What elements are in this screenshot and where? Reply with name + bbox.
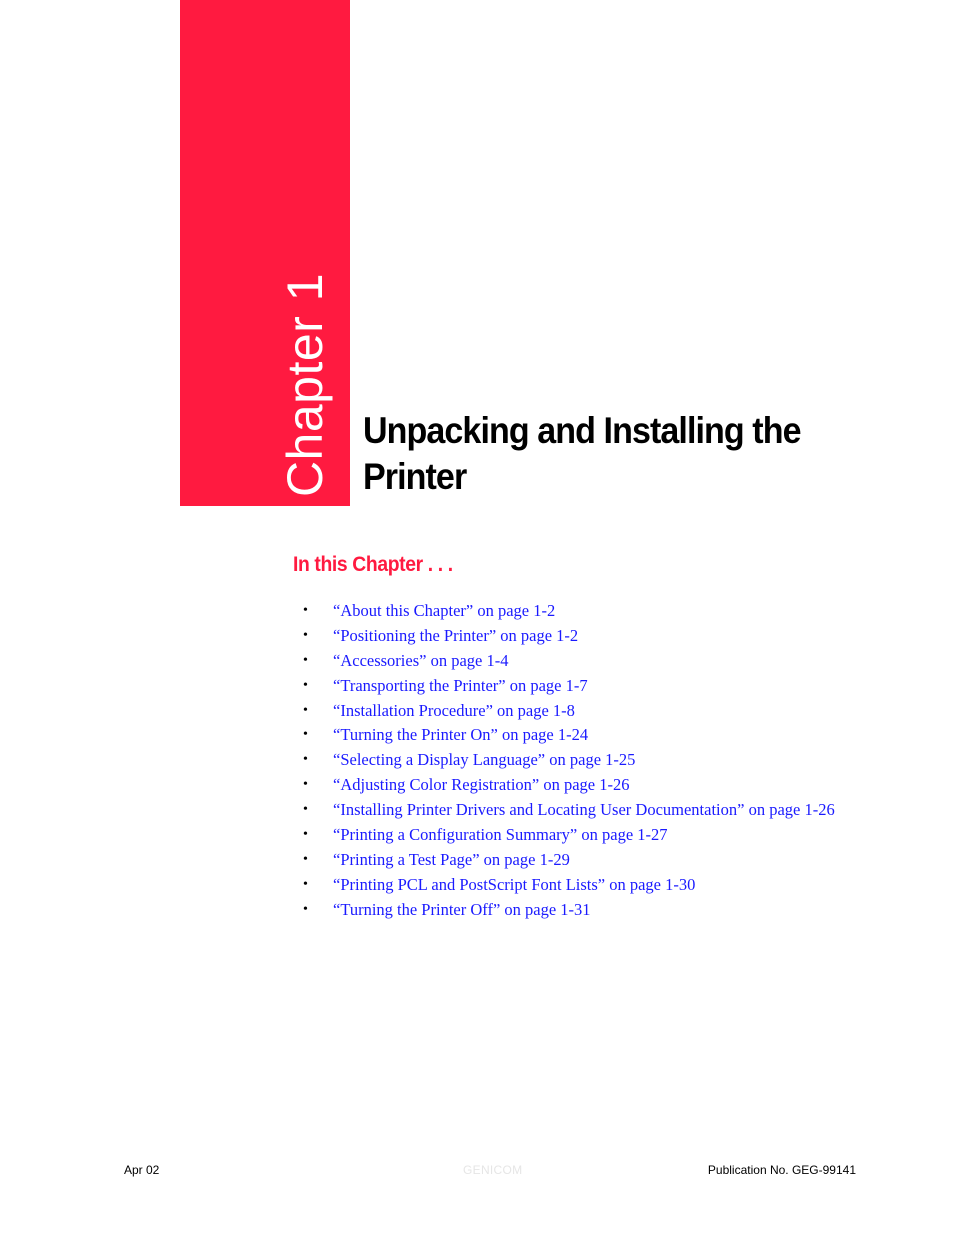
toc-link-transporting-the-printer[interactable]: “Transporting the Printer” on page 1-7: [333, 675, 588, 695]
bullet-icon: •: [303, 652, 308, 668]
toc-item: [303, 723, 835, 748]
chapter-title: Unpacking and Installing the Printer: [363, 410, 801, 497]
bullet-icon: •: [303, 702, 308, 718]
toc-link-installation-procedure[interactable]: “Installation Procedure” on page 1-8: [333, 700, 575, 720]
footer-publication-number: Publication No. GEG-99141: [707, 1163, 856, 1177]
toc-link-turning-the-printer-off[interactable]: “Turning the Printer Off” on page 1-31: [333, 899, 591, 919]
bullet-icon: •: [303, 627, 308, 643]
toc-item: [303, 823, 835, 848]
toc-item: [303, 599, 835, 624]
toc-link-installing-printer-drivers[interactable]: “Installing Printer Drivers and Locating User Documentation” on page 1-26: [333, 800, 835, 820]
toc-link-turning-the-printer-on[interactable]: “Turning the Printer On” on page 1-24: [333, 725, 589, 745]
toc-link-printing-font-lists[interactable]: “Printing PCL and PostScript Font Lists” on page 1-30: [333, 874, 696, 894]
bullet-icon: •: [303, 901, 308, 917]
chapter-label: Chapter 1: [277, 272, 333, 498]
toc-item: [303, 674, 835, 699]
bullet-icon: •: [303, 727, 308, 743]
toc-link-accessories[interactable]: “Accessories” on page 1-4: [333, 650, 509, 670]
footer-watermark: GENICOM: [463, 1163, 523, 1177]
footer-date: Apr 02: [124, 1163, 160, 1177]
bullet-icon: •: [303, 827, 308, 843]
toc-item: [303, 748, 835, 773]
bullet-icon: •: [303, 777, 308, 793]
bullet-icon: •: [303, 802, 308, 818]
toc-item: [303, 624, 835, 649]
bullet-icon: •: [303, 851, 308, 867]
bullet-icon: •: [303, 603, 308, 618]
section-heading: In this Chapter . . .: [293, 553, 453, 576]
toc-link-selecting-a-display-language[interactable]: “Selecting a Display Language” on page 1-25: [333, 750, 636, 770]
toc-item: [303, 873, 835, 898]
toc-item: [303, 699, 835, 724]
toc-link-positioning-the-printer[interactable]: “Positioning the Printer” on page 1-2: [333, 625, 579, 645]
toc-item: [303, 649, 835, 674]
toc-item: [303, 773, 835, 798]
toc-link-printing-configuration-summary[interactable]: “Printing a Configuration Summary” on page 1-27: [333, 825, 668, 845]
toc-item: [303, 898, 835, 923]
bullet-icon: •: [303, 677, 308, 693]
bullet-icon: •: [303, 752, 308, 768]
toc-item: [303, 798, 835, 823]
toc-link-about-this-chapter[interactable]: “About this Chapter” on page 1-2: [333, 601, 556, 620]
bullet-icon: •: [303, 876, 308, 892]
toc-link-adjusting-color-registration[interactable]: “Adjusting Color Registration” on page 1-26: [333, 775, 630, 795]
toc-link-printing-test-page[interactable]: “Printing a Test Page” on page 1-29: [333, 849, 570, 869]
toc-list: [303, 599, 835, 923]
toc-item: [303, 848, 835, 873]
